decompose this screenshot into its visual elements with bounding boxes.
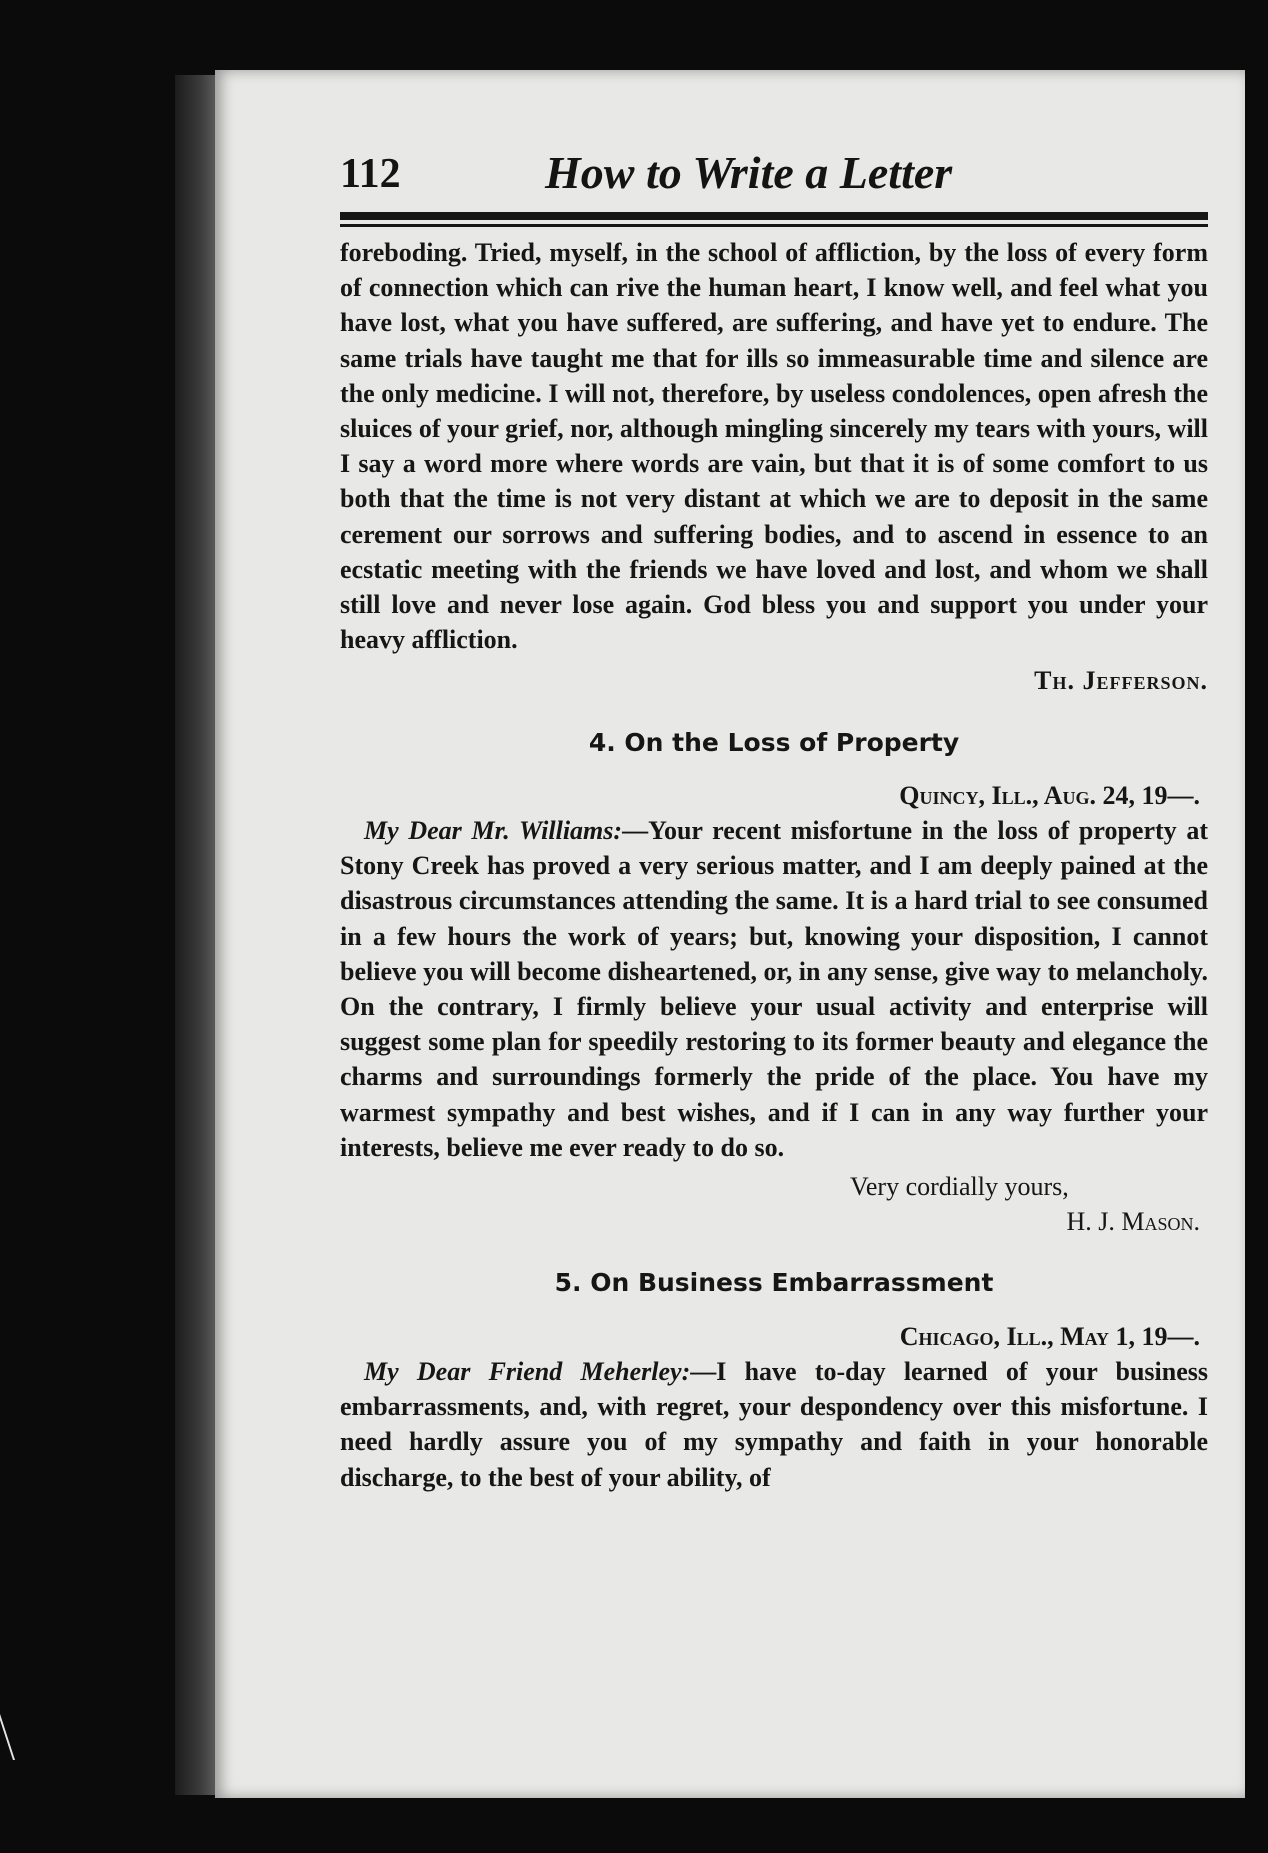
letter-5-dateline: Chicago, Ill., May 1, 19—.	[899, 1321, 1200, 1351]
section-heading-business-embarrassment: 5. On Business Embarrassment	[554, 1268, 994, 1298]
letter-4-salutation: My Dear Mr. Williams:	[364, 816, 623, 846]
letter-4-signature: H. J. Mason.	[1066, 1207, 1200, 1237]
letter-4-dateline: Quincy, Ill., Aug. 24, 19—.	[899, 780, 1200, 810]
letter-4-body	[340, 813, 1208, 1165]
page-body	[340, 235, 1208, 1495]
header-rule-thick	[340, 212, 1208, 220]
letter-5-salutation: My Dear Friend Meherley:	[364, 1356, 691, 1386]
letter-5-text: —I have to-day learned of your business embarrassments, and, with regret, your despondency over this misfortune. I need hardly assure you of my sympathy and faith in your honorable discharge, to the best of your ability, of	[340, 1356, 1208, 1492]
continued-letter-paragraph: foreboding. Tried, myself, in the school of affliction, by the loss of every form of connection which can rive the human heart, I know well, and feel what you have lost, what you have suffered, are suffering, and have yet to endure. The same trials have taught me that for ills so immeasurable time and silence are the only medicine. I will not, therefore, by useless condolences, open afresh the sluices of your grief, nor, although mingling sincerely my tears with yours, will I say a word more where words are vain, but that it is of some comfort to us both that the time is not very distant at which we are to deposit in the same cerement our sorrows and suffering bodies, and to ascend in essence to an ecstatic meeting with the friends we have loved and lost, and whom we shall still love and never lose again. God bless you and support you under your heavy affliction.	[340, 238, 1208, 655]
scan-artifact	[0, 1680, 43, 1760]
page-header	[340, 147, 1210, 210]
section-heading-loss-of-property: 4. On the Loss of Property	[588, 727, 960, 757]
running-title: How to Write a Letter	[545, 147, 953, 198]
letter-4-closing: Very cordially yours,	[850, 1172, 1069, 1202]
right-scan-border	[1245, 70, 1268, 1798]
header-rule-thin	[340, 224, 1208, 227]
page-number: 112	[340, 151, 401, 197]
jefferson-signature: Th. Jefferson.	[1034, 666, 1208, 696]
letter-5-body	[340, 1354, 1208, 1495]
letter-4-text: —Your recent misfortune in the loss of property at Stony Creek has proved a very serious matter, and I am deeply pained at the disastrous circumstances attending the same. It is a hard trial to see consumed in a few hours the work of years; but, knowing your disposition, I cannot believe you will become disheartened, or, in any sense, give way to melancholy. On the contrary, I firmly believe your usual activity and enterprise will suggest some plan for speedily restoring to its former beauty and elegance the charms and surroundings formerly the pride of the place. You have my warmest sympathy and best wishes, and if I can in any way further your interests, believe me ever ready to do so.	[340, 816, 1208, 1162]
